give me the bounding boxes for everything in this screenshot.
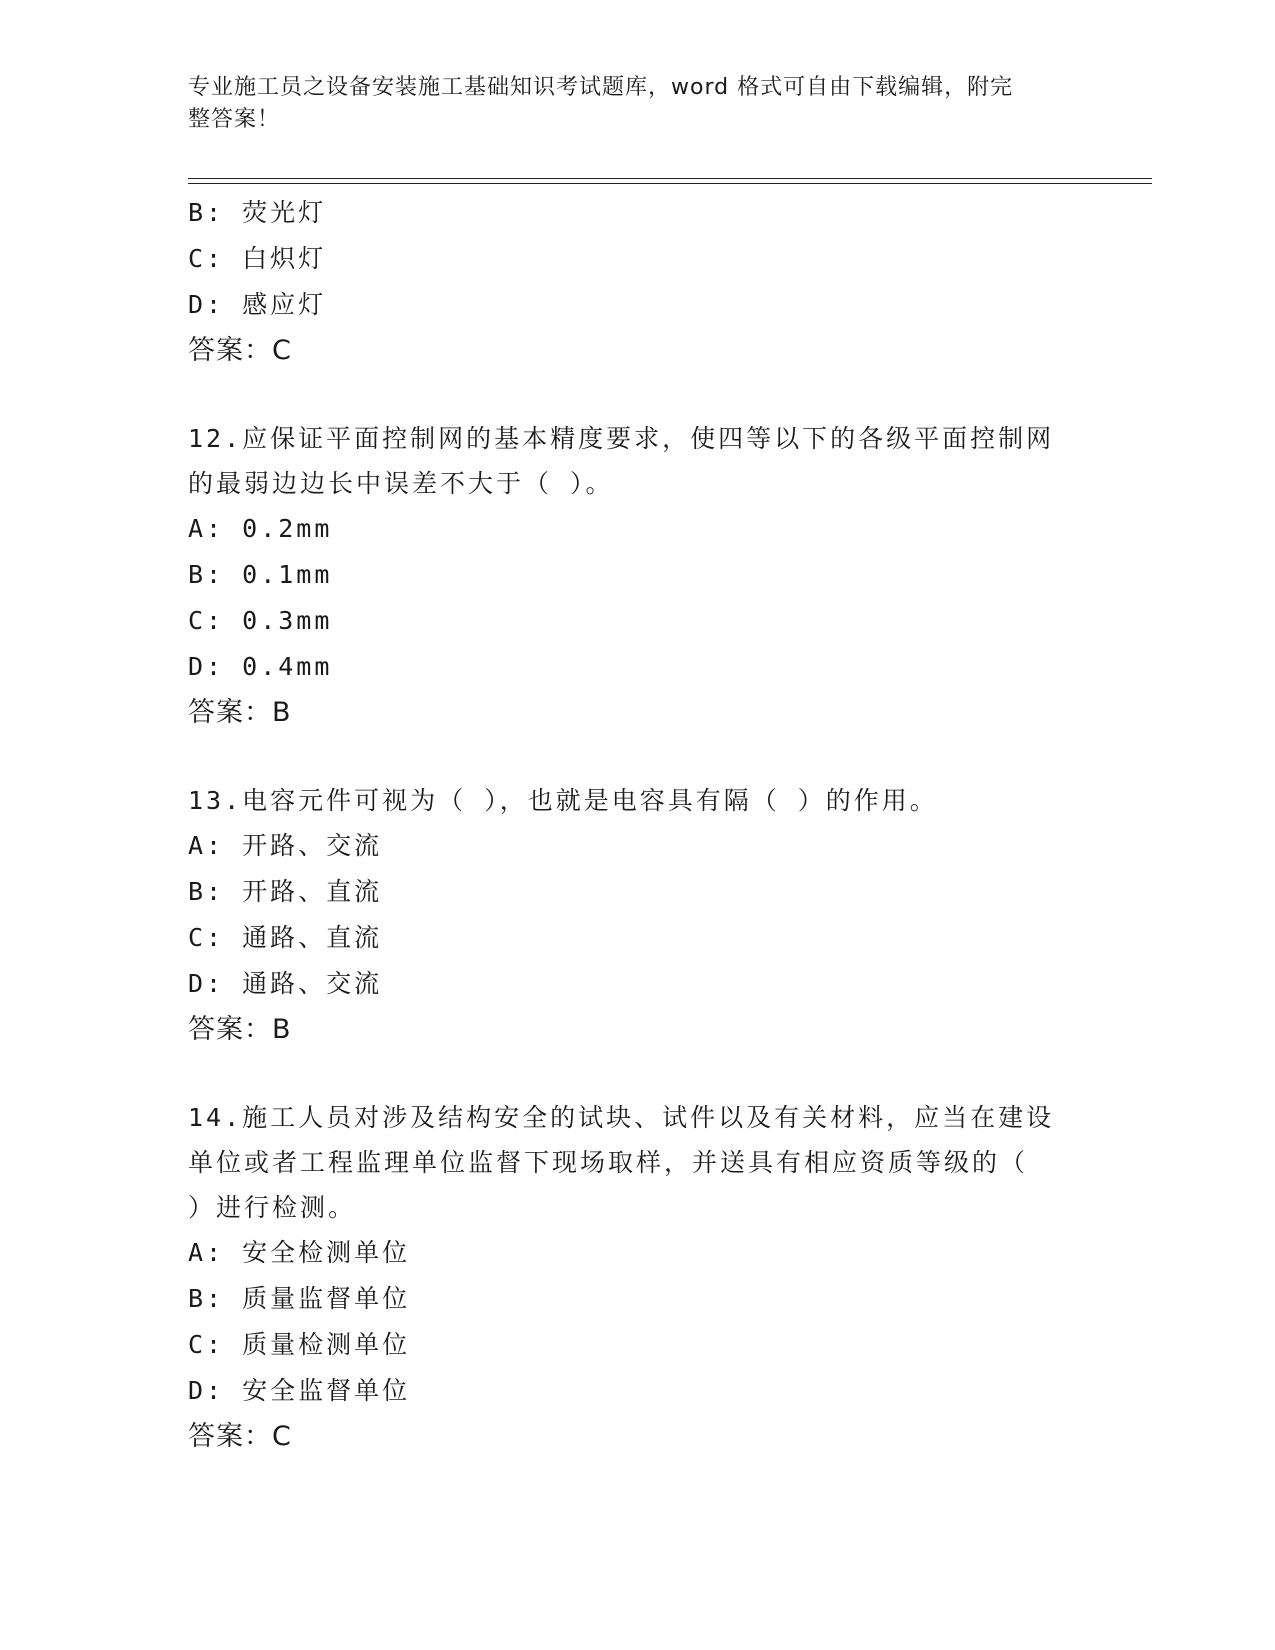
header-divider-top (188, 178, 1152, 179)
question-text (188, 1095, 1088, 1230)
option-c: C: 0.3mm (188, 606, 333, 635)
header-divider-bottom (188, 183, 1152, 184)
option-b: B: 开路、直流 (188, 877, 383, 906)
option-c: C: 白炽灯 (188, 244, 327, 273)
question-text (188, 778, 1088, 823)
answer-line: 答案：C (188, 335, 292, 366)
option-d: D: 通路、交流 (188, 969, 383, 998)
question-text-line: 的最弱边边长中误差不大于（ ）。 (188, 469, 614, 498)
question-text-line: 13.电容元件可视为（ ），也就是电容具有隔（ ）的作用。 (188, 786, 938, 815)
option-b: B: 质量监督单位 (188, 1284, 411, 1313)
question-list (188, 190, 1088, 1460)
option-d: D: 感应灯 (188, 290, 327, 319)
option-c: C: 通路、直流 (188, 923, 383, 952)
option-a: A: 开路、交流 (188, 831, 383, 860)
option-b: B: 0.1mm (188, 560, 333, 589)
question-text-line: ）进行检测。 (188, 1193, 357, 1222)
question-11-tail (188, 190, 1088, 374)
option-d: D: 安全监督单位 (188, 1376, 411, 1405)
document-header (188, 72, 1068, 136)
question-text (188, 416, 1088, 506)
answer-line: 答案：B (188, 1014, 292, 1045)
question-12 (188, 416, 1088, 736)
option-a: A: 安全检测单位 (188, 1238, 411, 1267)
answer-line: 答案：B (188, 697, 292, 728)
header-line-1: 专业施工员之设备安装施工基础知识考试题库，word 格式可自由下载编辑，附完 (188, 75, 1014, 100)
option-c: C: 质量检测单位 (188, 1330, 411, 1359)
question-text-line: 12.应保证平面控制网的基本精度要求，使四等以下的各级平面控制网 (188, 424, 1055, 453)
option-d: D: 0.4mm (188, 652, 333, 681)
question-14 (188, 1095, 1088, 1460)
question-text-line: 14.施工人员对涉及结构安全的试块、试件以及有关材料，应当在建设 (188, 1103, 1055, 1132)
header-line-2: 整答案！ (188, 107, 281, 132)
question-13 (188, 778, 1088, 1053)
option-a: A: 0.2mm (188, 514, 333, 543)
answer-line: 答案：C (188, 1421, 292, 1452)
option-b: B: 荧光灯 (188, 198, 327, 227)
question-text-line: 单位或者工程监理单位监督下现场取样，并送具有相应资质等级的（ (188, 1148, 1029, 1177)
